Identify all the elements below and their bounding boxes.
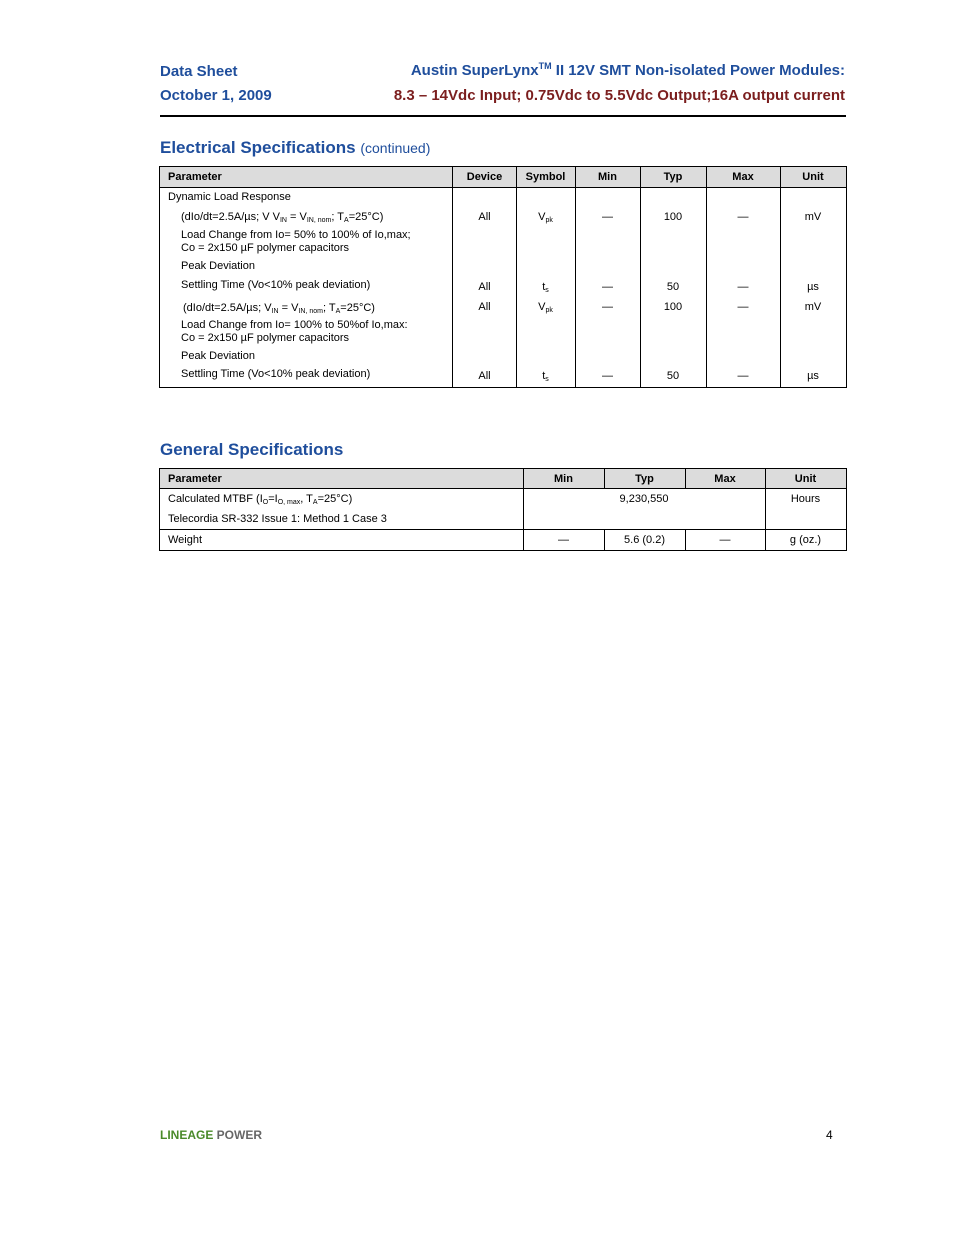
electrical-specs-title (160, 138, 430, 158)
weight-min: — (558, 534, 569, 546)
block1-conditions: (dIo/dt=2.5A/µs; V $V_{IN} = V_{IN, nom}$; $T_A=25^\circ C$) (181, 211, 384, 224)
weight-max: — (719, 534, 731, 546)
cell-device: All (478, 370, 491, 382)
mtbf-value: 9,230,550 (619, 493, 669, 505)
col-divider (604, 469, 605, 488)
col-header-symbol: Symbol (516, 167, 575, 187)
cell-min: — (602, 370, 613, 382)
block2-conditions: (dIo/dt=2.5A/µs; $V_{IN} = V_{IN, nom}$; $T_A=25^\circ C$) (183, 302, 375, 315)
cell-symbol: $V_{pk}$ (538, 301, 553, 314)
cell-device: All (478, 281, 491, 293)
gen-col-header-unit: Unit (765, 469, 846, 488)
col-divider (780, 167, 781, 387)
footer-brand-lineage: LINEAGE (160, 1128, 214, 1142)
block2-peak-label: Peak Deviation (181, 350, 255, 362)
gen-col-header-parameter: Parameter (160, 469, 523, 488)
gen-col-header-typ: Typ (604, 469, 685, 488)
doc-type: Data Sheet (160, 63, 238, 80)
col-header-unit: Unit (780, 167, 846, 187)
cell-max: — (737, 301, 749, 313)
product-title-line2: 8.3 – 14Vdc Input; 0.75Vdc to 5.5Vdc Output;16A output current (393, 87, 845, 104)
cell-min: — (602, 211, 613, 223)
footer-brand-power: POWER (213, 1128, 263, 1142)
header-divider (160, 187, 846, 188)
block1-peak-label: Peak Deviation (181, 260, 255, 272)
cell-device: All (478, 211, 491, 223)
cell-unit: mV (804, 211, 822, 223)
cell-unit: µs (807, 281, 819, 293)
cell-unit: mV (804, 301, 822, 313)
footer-brand (160, 1128, 262, 1142)
product-name: Austin SuperLynx (410, 62, 539, 79)
col-divider (706, 167, 707, 387)
block1-load-line1: Load Change from Io= 50% to 100% of Io,max; (181, 229, 411, 241)
col-header-max: Max (706, 167, 780, 187)
mtbf-label: Calculated MTBF ($I_O=I_{O, max}$, $T_A=25^\circ C$) (168, 493, 353, 506)
block1-settle-label: Settling Time (Vo<10% peak deviation) (181, 279, 371, 291)
weight-typ: 5.6 (0.2) (624, 534, 665, 546)
cell-min: — (602, 301, 613, 313)
mtbf-method: Telecordia SR-332 Issue 1: Method 1 Case 3 (168, 513, 387, 525)
cell-typ: 50 (666, 281, 680, 293)
general-specs-title: General Specifications (160, 440, 344, 459)
electrical-title-text: Electrical Specifications (160, 138, 356, 157)
weight-unit: g (oz.) (789, 534, 822, 546)
col-header-typ: Typ (640, 167, 706, 187)
cell-symbol: $V_{pk}$ (538, 211, 553, 224)
cell-device: All (478, 301, 491, 313)
col-divider (640, 167, 641, 387)
cell-max: — (737, 370, 749, 382)
block1-load-line2: Co = 2x150 µF polymer capacitors (181, 242, 350, 254)
gen-col-header-min: Min (523, 469, 604, 488)
cell-max: — (737, 211, 749, 223)
cell-max: — (737, 281, 749, 293)
cell-typ: 50 (666, 370, 680, 382)
col-divider (685, 469, 686, 488)
gen-col-header-max: Max (685, 469, 765, 488)
block2-load-line2: Co = 2x150 µF polymer capacitors (181, 332, 350, 344)
trademark: TM (538, 61, 552, 71)
col-divider (516, 167, 517, 387)
cell-typ: 100 (663, 301, 683, 313)
col-divider (452, 167, 453, 387)
block2-settle-label: Settling Time (Vo<10% peak deviation) (181, 368, 371, 380)
header-rule (160, 115, 846, 117)
mtbf-unit: Hours (790, 493, 821, 505)
gen-row-divider (160, 529, 846, 530)
col-header-device: Device (453, 167, 516, 187)
doc-date: October 1, 2009 (160, 87, 272, 104)
cell-unit: µs (807, 370, 819, 382)
cell-symbol: $t_s$ (542, 281, 549, 294)
electrical-subtitle: (continued) (360, 140, 431, 156)
cell-typ: 100 (663, 211, 683, 223)
product-series: II 12V SMT Non-isolated Power Modules: (551, 62, 845, 79)
col-header-parameter: Parameter (160, 167, 453, 187)
product-title-line1 (411, 62, 845, 79)
cell-min: — (602, 281, 613, 293)
col-divider (575, 167, 576, 387)
block2-load-line1: Load Change from Io= 100% to 50%of Io,max: (181, 319, 408, 331)
gen-header-divider (160, 488, 846, 489)
col-header-min: Min (575, 167, 640, 187)
weight-label: Weight (168, 534, 203, 546)
cell-symbol: $t_s$ (542, 370, 549, 383)
page-number: 4 (826, 1128, 833, 1142)
group-title: Dynamic Load Response (168, 191, 291, 203)
